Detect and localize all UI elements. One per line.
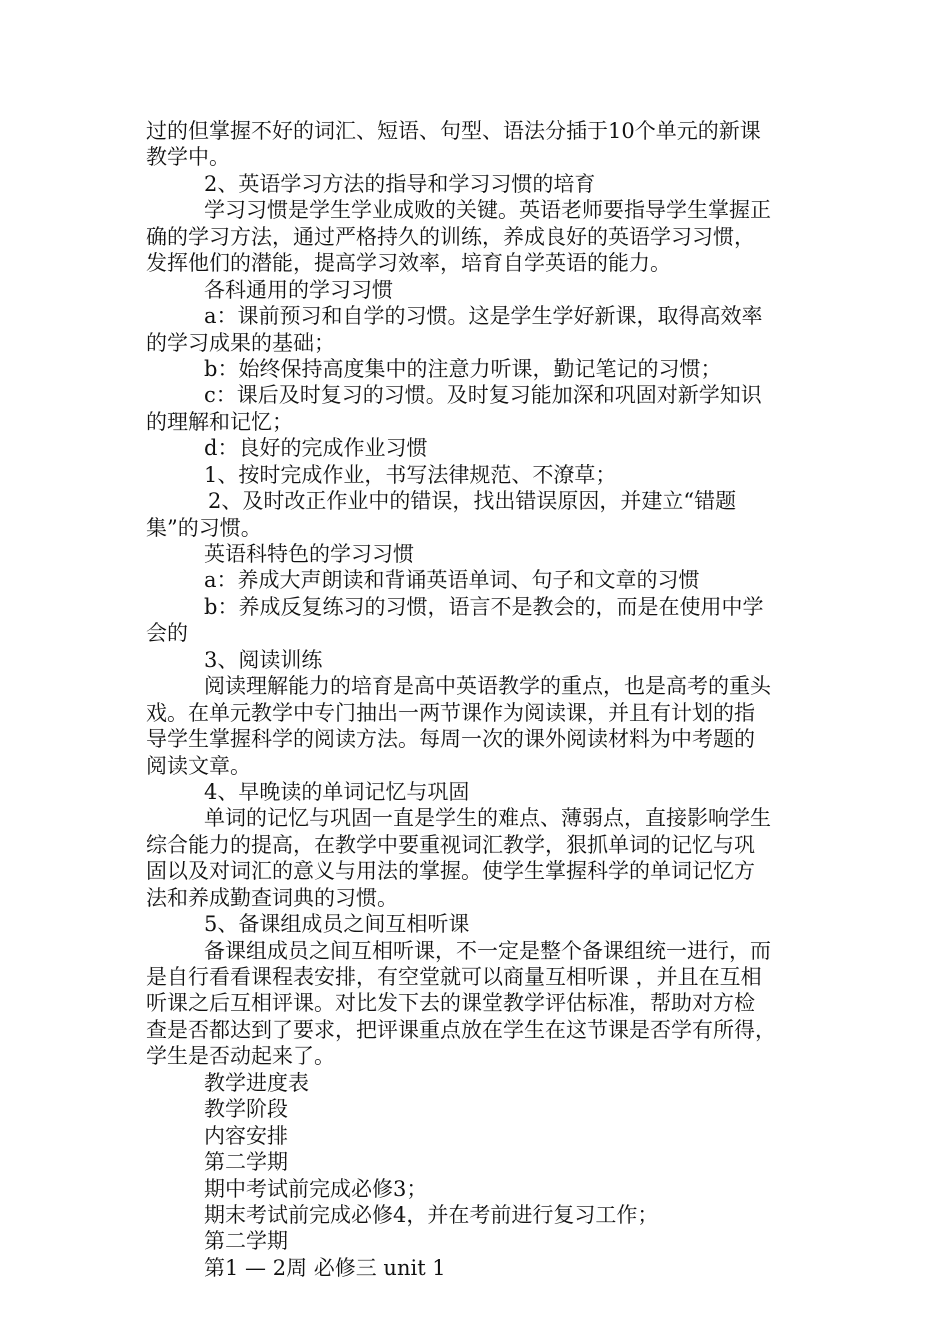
section-heading: 3、阅读训练 bbox=[204, 647, 323, 672]
list-item: d：良好的完成作业习惯 bbox=[204, 436, 428, 461]
paragraph-line: 教学中。 bbox=[146, 145, 230, 170]
paragraph-line: 的理解和记忆； bbox=[146, 409, 293, 434]
subheading: 各科通用的学习习惯 bbox=[204, 277, 393, 302]
list-item: a：课前预习和自学的习惯。这是学生学好新课，取得高效率 bbox=[204, 304, 763, 329]
paragraph-line: 法和养成勤查词典的习惯。 bbox=[146, 885, 398, 910]
paragraph-line: 过的但掌握不好的词汇、短语、句型、语法分插于10个单元的新课 bbox=[146, 119, 761, 143]
schedule-item: 期中考试前完成必修3； bbox=[204, 1176, 428, 1201]
paragraph-line: 综合能力的提高，在教学中要重视词汇教学，狠抓单词的记忆与巩 bbox=[146, 832, 755, 857]
paragraph-line: 阅读文章。 bbox=[146, 753, 251, 778]
list-item: 1、按时完成作业，书写法律规范、不潦草； bbox=[204, 462, 617, 487]
paragraph-line: 会的 bbox=[146, 621, 188, 646]
list-item: b：始终保持高度集中的注意力听课，勤记笔记的习惯； bbox=[204, 356, 722, 381]
schedule-header: 内容安排 bbox=[204, 1123, 288, 1148]
schedule-header: 教学阶段 bbox=[204, 1097, 288, 1122]
schedule-title: 教学进度表 bbox=[204, 1070, 309, 1095]
section-heading: 4、早晚读的单词记忆与巩固 bbox=[204, 779, 470, 804]
schedule-item: 第1 — 2周 必修三 unit 1 bbox=[204, 1255, 446, 1280]
section-heading: 2、英语学习方法的指导和学习习惯的培育 bbox=[204, 171, 596, 196]
paragraph-line: 固以及对词汇的意义与用法的掌握。使学生掌握科学的单词记忆方 bbox=[146, 859, 755, 884]
paragraph-line: 学习习惯是学生学业成败的关键。英语老师要指导学生掌握正 bbox=[204, 198, 771, 223]
schedule-term: 第二学期 bbox=[204, 1150, 288, 1175]
paragraph-line: 查是否都达到了要求，把评课重点放在学生在这节课是否学有所得， bbox=[146, 1017, 776, 1042]
paragraph-line: 听课之后互相评课。对比发下去的课堂教学评估标准，帮助对方检 bbox=[146, 991, 755, 1016]
paragraph-line: 的学习成果的基础； bbox=[146, 330, 335, 355]
schedule-item: 期末考试前完成必修4，并在考前进行复习工作； bbox=[204, 1202, 659, 1227]
list-item: b：养成反复练习的习惯，语言不是教会的，而是在使用中学 bbox=[204, 594, 764, 619]
paragraph-line: 确的学习方法，通过严格持久的训练，养成良好的英语学习习惯， bbox=[146, 224, 755, 249]
paragraph-line: 单词的记忆与巩固一直是学生的难点、薄弱点，直接影响学生 bbox=[204, 806, 771, 831]
paragraph-line: 备课组成员之间互相听课，不一定是整个备课组统一进行，而 bbox=[204, 938, 771, 963]
paragraph-line: 导学生掌握科学的阅读方法。每周一次的课外阅读材料为中考题的 bbox=[146, 727, 755, 752]
paragraph-line: 集”的习惯。 bbox=[146, 515, 262, 540]
paragraph-line: 是自行看看课程表安排，有空堂就可以商量互相听课 ，并且在互相 bbox=[146, 965, 762, 989]
subheading: 英语科特色的学习习惯 bbox=[204, 542, 414, 566]
list-item: 2、及时改正作业中的错误，找出错误原因，并建立“错题 bbox=[208, 489, 737, 514]
schedule-term: 第二学期 bbox=[204, 1229, 288, 1254]
paragraph-line: 戏。在单元教学中专门抽出一两节课作为阅读课，并且有计划的指 bbox=[146, 700, 755, 725]
paragraph-line: 发挥他们的潜能，提高学习效率，培育自学英语的能力。 bbox=[146, 251, 671, 276]
paragraph-line: 阅读理解能力的培育是高中英语教学的重点，也是高考的重头 bbox=[204, 674, 771, 699]
list-item: c：课后及时复习的习惯。及时复习能加深和巩固对新学知识 bbox=[204, 383, 762, 408]
paragraph-line: 学生是否动起来了。 bbox=[146, 1044, 335, 1069]
list-item: a：养成大声朗读和背诵英语单词、句子和文章的习惯 bbox=[204, 568, 700, 593]
document-body bbox=[146, 118, 808, 1281]
section-heading: 5、备课组成员之间互相听课 bbox=[204, 912, 470, 937]
